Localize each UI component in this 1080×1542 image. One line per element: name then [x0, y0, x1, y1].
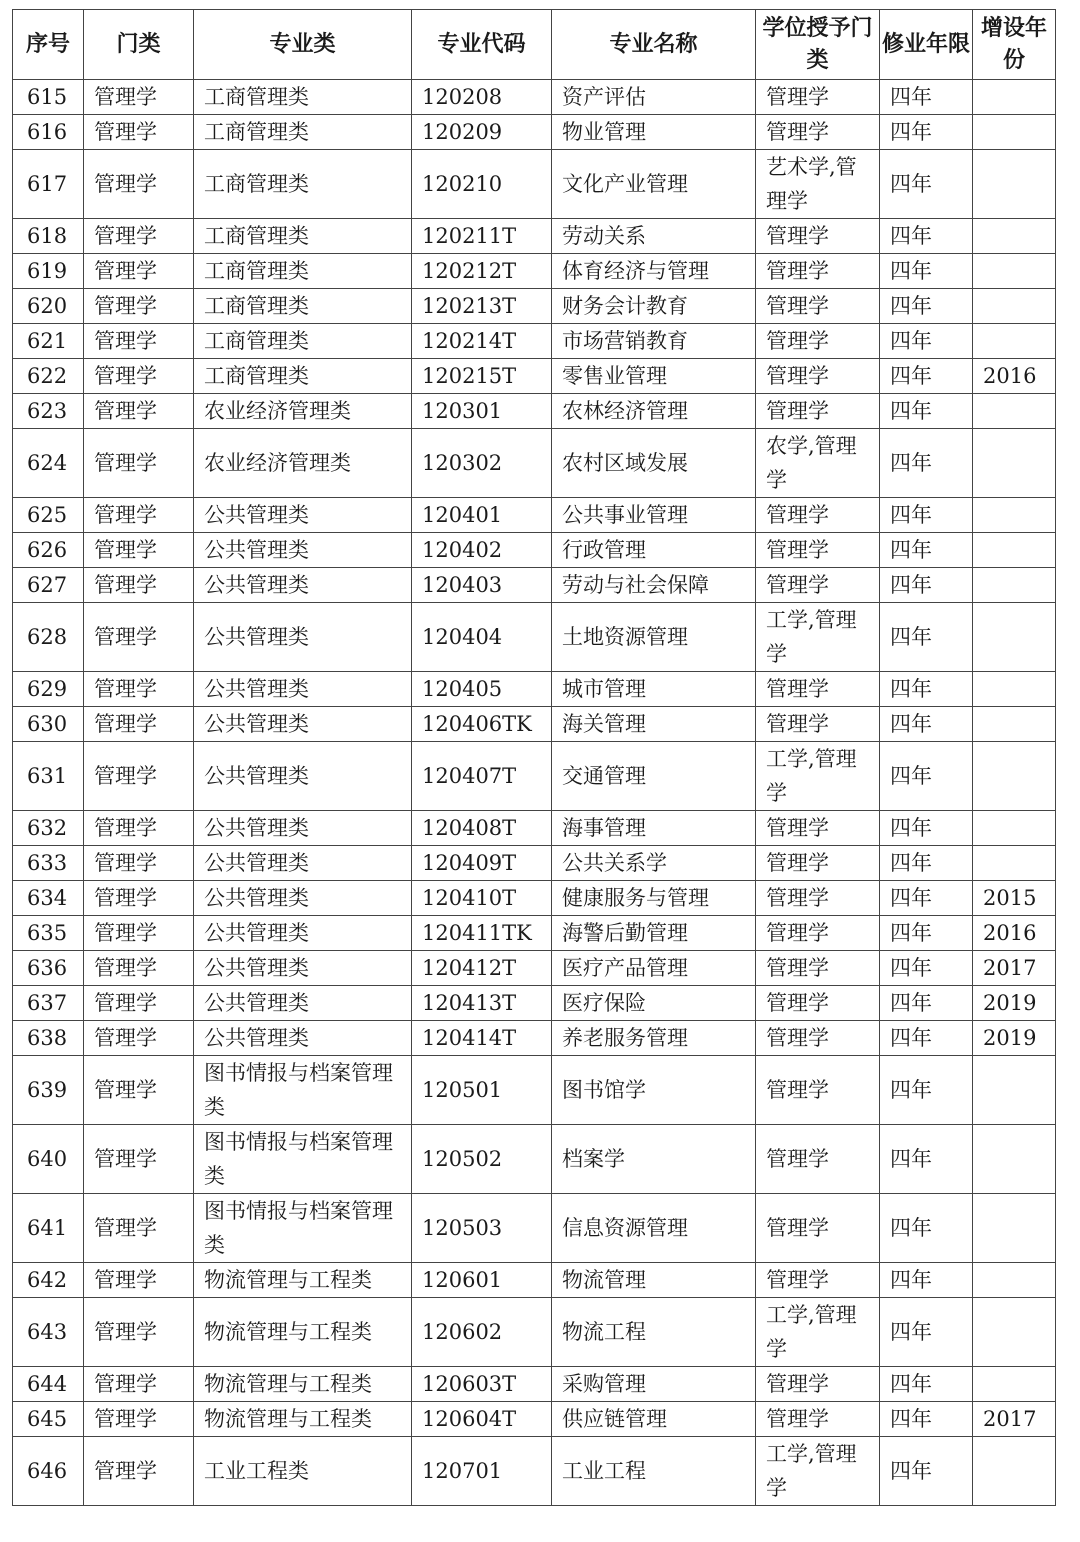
category-cell: 管理学 [84, 394, 194, 429]
major-code-cell: 120403 [412, 568, 552, 603]
seq-cell: 633 [13, 846, 84, 881]
year-added-cell [973, 533, 1056, 568]
duration-cell: 四年 [880, 603, 973, 672]
duration-cell: 四年 [880, 1194, 973, 1263]
year-added-cell [973, 80, 1056, 115]
major-code-cell: 120701 [412, 1437, 552, 1506]
duration-cell: 四年 [880, 568, 973, 603]
degree-category-cell: 管理学 [756, 951, 880, 986]
seq-cell: 631 [13, 742, 84, 811]
seq-cell: 628 [13, 603, 84, 672]
year-added-cell [973, 150, 1056, 219]
table-row [13, 80, 1056, 115]
category-cell: 管理学 [84, 1125, 194, 1194]
major-name-cell: 劳动关系 [552, 219, 756, 254]
header-degree-category: 学位授予门类 [756, 10, 880, 80]
table-row [13, 603, 1056, 672]
major-name-cell: 资产评估 [552, 80, 756, 115]
major-class-cell: 工商管理类 [194, 80, 412, 115]
category-cell: 管理学 [84, 707, 194, 742]
seq-cell: 630 [13, 707, 84, 742]
table-row [13, 846, 1056, 881]
year-added-cell [973, 289, 1056, 324]
major-class-cell: 公共管理类 [194, 498, 412, 533]
seq-cell: 619 [13, 254, 84, 289]
major-name-cell: 劳动与社会保障 [552, 568, 756, 603]
category-cell: 管理学 [84, 115, 194, 150]
major-code-cell: 120407T [412, 742, 552, 811]
major-class-cell: 工商管理类 [194, 219, 412, 254]
year-added-cell [973, 219, 1056, 254]
seq-cell: 626 [13, 533, 84, 568]
major-name-cell: 养老服务管理 [552, 1021, 756, 1056]
major-class-cell: 工商管理类 [194, 115, 412, 150]
major-code-cell: 120503 [412, 1194, 552, 1263]
degree-category-cell: 管理学 [756, 533, 880, 568]
seq-cell: 616 [13, 115, 84, 150]
major-class-cell: 图书情报与档案管理类 [194, 1194, 412, 1263]
table-body [13, 80, 1056, 1506]
duration-cell: 四年 [880, 811, 973, 846]
table-row [13, 742, 1056, 811]
majors-table [12, 9, 1056, 1506]
duration-cell: 四年 [880, 1367, 973, 1402]
category-cell: 管理学 [84, 568, 194, 603]
major-code-cell: 120402 [412, 533, 552, 568]
major-name-cell: 海事管理 [552, 811, 756, 846]
year-added-cell [973, 1437, 1056, 1506]
major-code-cell: 120405 [412, 672, 552, 707]
major-name-cell: 交通管理 [552, 742, 756, 811]
degree-category-cell: 管理学 [756, 1402, 880, 1437]
year-added-cell [973, 568, 1056, 603]
major-name-cell: 行政管理 [552, 533, 756, 568]
major-code-cell: 120602 [412, 1298, 552, 1367]
table-row [13, 498, 1056, 533]
seq-cell: 627 [13, 568, 84, 603]
table-row [13, 533, 1056, 568]
category-cell: 管理学 [84, 1194, 194, 1263]
table-row [13, 916, 1056, 951]
degree-category-cell: 管理学 [756, 1194, 880, 1263]
duration-cell: 四年 [880, 219, 973, 254]
major-code-cell: 120302 [412, 429, 552, 498]
header-year-added: 增设年份 [973, 10, 1056, 80]
major-class-cell: 公共管理类 [194, 916, 412, 951]
table-row [13, 951, 1056, 986]
major-code-cell: 120404 [412, 603, 552, 672]
major-code-cell: 120603T [412, 1367, 552, 1402]
major-code-cell: 120501 [412, 1056, 552, 1125]
degree-category-cell: 工学,管理学 [756, 1298, 880, 1367]
duration-cell: 四年 [880, 80, 973, 115]
year-added-cell [973, 429, 1056, 498]
major-code-cell: 120413T [412, 986, 552, 1021]
duration-cell: 四年 [880, 1125, 973, 1194]
category-cell: 管理学 [84, 254, 194, 289]
major-code-cell: 120213T [412, 289, 552, 324]
major-class-cell: 物流管理与工程类 [194, 1402, 412, 1437]
degree-category-cell: 管理学 [756, 394, 880, 429]
degree-category-cell: 管理学 [756, 672, 880, 707]
major-class-cell: 公共管理类 [194, 846, 412, 881]
duration-cell: 四年 [880, 359, 973, 394]
degree-category-cell: 管理学 [756, 846, 880, 881]
category-cell: 管理学 [84, 1021, 194, 1056]
duration-cell: 四年 [880, 324, 973, 359]
duration-cell: 四年 [880, 846, 973, 881]
degree-category-cell: 管理学 [756, 115, 880, 150]
major-code-cell: 120401 [412, 498, 552, 533]
major-class-cell: 公共管理类 [194, 603, 412, 672]
major-code-cell: 120214T [412, 324, 552, 359]
table-row [13, 1367, 1056, 1402]
major-name-cell: 农村区域发展 [552, 429, 756, 498]
year-added-cell: 2019 [973, 1021, 1056, 1056]
major-class-cell: 工商管理类 [194, 254, 412, 289]
year-added-cell: 2017 [973, 1402, 1056, 1437]
major-code-cell: 120502 [412, 1125, 552, 1194]
seq-cell: 637 [13, 986, 84, 1021]
duration-cell: 四年 [880, 394, 973, 429]
duration-cell: 四年 [880, 115, 973, 150]
table-row [13, 254, 1056, 289]
seq-cell: 642 [13, 1263, 84, 1298]
major-code-cell: 120209 [412, 115, 552, 150]
category-cell: 管理学 [84, 1056, 194, 1125]
major-class-cell: 公共管理类 [194, 986, 412, 1021]
major-class-cell: 农业经济管理类 [194, 394, 412, 429]
degree-category-cell: 管理学 [756, 986, 880, 1021]
major-code-cell: 120406TK [412, 707, 552, 742]
major-class-cell: 公共管理类 [194, 811, 412, 846]
table-row [13, 1056, 1056, 1125]
degree-category-cell: 农学,管理学 [756, 429, 880, 498]
major-name-cell: 信息资源管理 [552, 1194, 756, 1263]
major-code-cell: 120412T [412, 951, 552, 986]
table-row [13, 568, 1056, 603]
category-cell: 管理学 [84, 951, 194, 986]
duration-cell: 四年 [880, 1021, 973, 1056]
major-name-cell: 公共事业管理 [552, 498, 756, 533]
year-added-cell [973, 324, 1056, 359]
category-cell: 管理学 [84, 1367, 194, 1402]
seq-cell: 620 [13, 289, 84, 324]
major-code-cell: 120301 [412, 394, 552, 429]
major-name-cell: 城市管理 [552, 672, 756, 707]
header-duration: 修业年限 [880, 10, 973, 80]
seq-cell: 624 [13, 429, 84, 498]
major-code-cell: 120411TK [412, 916, 552, 951]
header-major-class: 专业类 [194, 10, 412, 80]
degree-category-cell: 工学,管理学 [756, 603, 880, 672]
major-code-cell: 120208 [412, 80, 552, 115]
category-cell: 管理学 [84, 1402, 194, 1437]
year-added-cell [973, 742, 1056, 811]
duration-cell: 四年 [880, 1263, 973, 1298]
year-added-cell: 2019 [973, 986, 1056, 1021]
category-cell: 管理学 [84, 150, 194, 219]
major-name-cell: 物业管理 [552, 115, 756, 150]
duration-cell: 四年 [880, 1437, 973, 1506]
year-added-cell [973, 1263, 1056, 1298]
category-cell: 管理学 [84, 1298, 194, 1367]
year-added-cell [973, 1298, 1056, 1367]
table-row [13, 1125, 1056, 1194]
seq-cell: 644 [13, 1367, 84, 1402]
year-added-cell [973, 498, 1056, 533]
year-added-cell [973, 1194, 1056, 1263]
category-cell: 管理学 [84, 80, 194, 115]
seq-cell: 635 [13, 916, 84, 951]
major-name-cell: 医疗保险 [552, 986, 756, 1021]
category-cell: 管理学 [84, 219, 194, 254]
table-row [13, 1298, 1056, 1367]
major-code-cell: 120211T [412, 219, 552, 254]
table-row [13, 1021, 1056, 1056]
seq-cell: 646 [13, 1437, 84, 1506]
duration-cell: 四年 [880, 881, 973, 916]
major-name-cell: 健康服务与管理 [552, 881, 756, 916]
major-class-cell: 公共管理类 [194, 881, 412, 916]
major-name-cell: 供应链管理 [552, 1402, 756, 1437]
table-row [13, 219, 1056, 254]
seq-cell: 617 [13, 150, 84, 219]
seq-cell: 638 [13, 1021, 84, 1056]
major-class-cell: 公共管理类 [194, 533, 412, 568]
duration-cell: 四年 [880, 254, 973, 289]
major-name-cell: 体育经济与管理 [552, 254, 756, 289]
major-class-cell: 公共管理类 [194, 951, 412, 986]
degree-category-cell: 艺术学,管理学 [756, 150, 880, 219]
table-row [13, 429, 1056, 498]
major-name-cell: 图书馆学 [552, 1056, 756, 1125]
seq-cell: 640 [13, 1125, 84, 1194]
duration-cell: 四年 [880, 429, 973, 498]
year-added-cell [973, 603, 1056, 672]
major-name-cell: 市场营销教育 [552, 324, 756, 359]
seq-cell: 618 [13, 219, 84, 254]
major-name-cell: 工业工程 [552, 1437, 756, 1506]
table-header-row [13, 10, 1056, 80]
category-cell: 管理学 [84, 324, 194, 359]
seq-cell: 639 [13, 1056, 84, 1125]
duration-cell: 四年 [880, 916, 973, 951]
year-added-cell [973, 672, 1056, 707]
category-cell: 管理学 [84, 742, 194, 811]
degree-category-cell: 管理学 [756, 1056, 880, 1125]
major-class-cell: 物流管理与工程类 [194, 1263, 412, 1298]
major-name-cell: 物流管理 [552, 1263, 756, 1298]
category-cell: 管理学 [84, 429, 194, 498]
duration-cell: 四年 [880, 1402, 973, 1437]
duration-cell: 四年 [880, 672, 973, 707]
seq-cell: 615 [13, 80, 84, 115]
degree-category-cell: 工学,管理学 [756, 1437, 880, 1506]
major-name-cell: 海关管理 [552, 707, 756, 742]
year-added-cell: 2015 [973, 881, 1056, 916]
degree-category-cell: 管理学 [756, 498, 880, 533]
major-class-cell: 农业经济管理类 [194, 429, 412, 498]
major-class-cell: 工商管理类 [194, 289, 412, 324]
major-class-cell: 工商管理类 [194, 324, 412, 359]
category-cell: 管理学 [84, 1263, 194, 1298]
category-cell: 管理学 [84, 672, 194, 707]
major-code-cell: 120212T [412, 254, 552, 289]
duration-cell: 四年 [880, 742, 973, 811]
duration-cell: 四年 [880, 533, 973, 568]
duration-cell: 四年 [880, 289, 973, 324]
table-row [13, 359, 1056, 394]
table-row [13, 1437, 1056, 1506]
category-cell: 管理学 [84, 359, 194, 394]
year-added-cell [973, 707, 1056, 742]
header-category: 门类 [84, 10, 194, 80]
major-code-cell: 120408T [412, 811, 552, 846]
category-cell: 管理学 [84, 916, 194, 951]
degree-category-cell: 管理学 [756, 881, 880, 916]
major-class-cell: 物流管理与工程类 [194, 1367, 412, 1402]
degree-category-cell: 管理学 [756, 219, 880, 254]
year-added-cell [973, 846, 1056, 881]
duration-cell: 四年 [880, 986, 973, 1021]
major-name-cell: 土地资源管理 [552, 603, 756, 672]
duration-cell: 四年 [880, 707, 973, 742]
major-code-cell: 120215T [412, 359, 552, 394]
major-name-cell: 财务会计教育 [552, 289, 756, 324]
major-name-cell: 文化产业管理 [552, 150, 756, 219]
category-cell: 管理学 [84, 846, 194, 881]
degree-category-cell: 管理学 [756, 1263, 880, 1298]
year-added-cell: 2016 [973, 359, 1056, 394]
year-added-cell [973, 811, 1056, 846]
major-name-cell: 零售业管理 [552, 359, 756, 394]
table-row [13, 1402, 1056, 1437]
major-code-cell: 120410T [412, 881, 552, 916]
degree-category-cell: 管理学 [756, 568, 880, 603]
major-class-cell: 工商管理类 [194, 359, 412, 394]
duration-cell: 四年 [880, 150, 973, 219]
major-code-cell: 120409T [412, 846, 552, 881]
year-added-cell [973, 115, 1056, 150]
major-name-cell: 农林经济管理 [552, 394, 756, 429]
category-cell: 管理学 [84, 811, 194, 846]
major-code-cell: 120604T [412, 1402, 552, 1437]
year-added-cell [973, 1367, 1056, 1402]
major-code-cell: 120414T [412, 1021, 552, 1056]
major-class-cell: 物流管理与工程类 [194, 1298, 412, 1367]
table-row [13, 394, 1056, 429]
table-row [13, 707, 1056, 742]
degree-category-cell: 管理学 [756, 1125, 880, 1194]
table-row [13, 150, 1056, 219]
seq-cell: 641 [13, 1194, 84, 1263]
table-row [13, 1263, 1056, 1298]
major-name-cell: 采购管理 [552, 1367, 756, 1402]
seq-cell: 622 [13, 359, 84, 394]
category-cell: 管理学 [84, 498, 194, 533]
duration-cell: 四年 [880, 1056, 973, 1125]
major-class-cell: 公共管理类 [194, 1021, 412, 1056]
major-name-cell: 公共关系学 [552, 846, 756, 881]
major-code-cell: 120210 [412, 150, 552, 219]
major-class-cell: 公共管理类 [194, 568, 412, 603]
degree-category-cell: 管理学 [756, 1367, 880, 1402]
category-cell: 管理学 [84, 1437, 194, 1506]
table-row [13, 115, 1056, 150]
seq-cell: 645 [13, 1402, 84, 1437]
category-cell: 管理学 [84, 881, 194, 916]
duration-cell: 四年 [880, 1298, 973, 1367]
seq-cell: 629 [13, 672, 84, 707]
major-name-cell: 医疗产品管理 [552, 951, 756, 986]
degree-category-cell: 管理学 [756, 811, 880, 846]
seq-cell: 625 [13, 498, 84, 533]
table-row [13, 986, 1056, 1021]
degree-category-cell: 管理学 [756, 1021, 880, 1056]
major-name-cell: 档案学 [552, 1125, 756, 1194]
degree-category-cell: 管理学 [756, 359, 880, 394]
table-row [13, 811, 1056, 846]
year-added-cell [973, 1125, 1056, 1194]
major-class-cell: 公共管理类 [194, 707, 412, 742]
table-row [13, 672, 1056, 707]
year-added-cell: 2016 [973, 916, 1056, 951]
major-name-cell: 海警后勤管理 [552, 916, 756, 951]
major-class-cell: 工商管理类 [194, 150, 412, 219]
header-major-name: 专业名称 [552, 10, 756, 80]
category-cell: 管理学 [84, 603, 194, 672]
seq-cell: 643 [13, 1298, 84, 1367]
year-added-cell [973, 254, 1056, 289]
category-cell: 管理学 [84, 533, 194, 568]
table-row [13, 1194, 1056, 1263]
degree-category-cell: 管理学 [756, 254, 880, 289]
major-code-cell: 120601 [412, 1263, 552, 1298]
degree-category-cell: 管理学 [756, 289, 880, 324]
major-class-cell: 图书情报与档案管理类 [194, 1125, 412, 1194]
degree-category-cell: 管理学 [756, 707, 880, 742]
seq-cell: 634 [13, 881, 84, 916]
category-cell: 管理学 [84, 986, 194, 1021]
seq-cell: 623 [13, 394, 84, 429]
degree-category-cell: 管理学 [756, 324, 880, 359]
table-row [13, 881, 1056, 916]
duration-cell: 四年 [880, 951, 973, 986]
category-cell: 管理学 [84, 289, 194, 324]
table-row [13, 289, 1056, 324]
duration-cell: 四年 [880, 498, 973, 533]
year-added-cell [973, 1056, 1056, 1125]
major-class-cell: 公共管理类 [194, 672, 412, 707]
year-added-cell [973, 394, 1056, 429]
seq-cell: 636 [13, 951, 84, 986]
degree-category-cell: 工学,管理学 [756, 742, 880, 811]
header-seq: 序号 [13, 10, 84, 80]
major-class-cell: 工业工程类 [194, 1437, 412, 1506]
year-added-cell: 2017 [973, 951, 1056, 986]
table-row [13, 324, 1056, 359]
major-class-cell: 图书情报与档案管理类 [194, 1056, 412, 1125]
degree-category-cell: 管理学 [756, 80, 880, 115]
seq-cell: 632 [13, 811, 84, 846]
seq-cell: 621 [13, 324, 84, 359]
degree-category-cell: 管理学 [756, 916, 880, 951]
major-class-cell: 公共管理类 [194, 742, 412, 811]
major-name-cell: 物流工程 [552, 1298, 756, 1367]
header-major-code: 专业代码 [412, 10, 552, 80]
